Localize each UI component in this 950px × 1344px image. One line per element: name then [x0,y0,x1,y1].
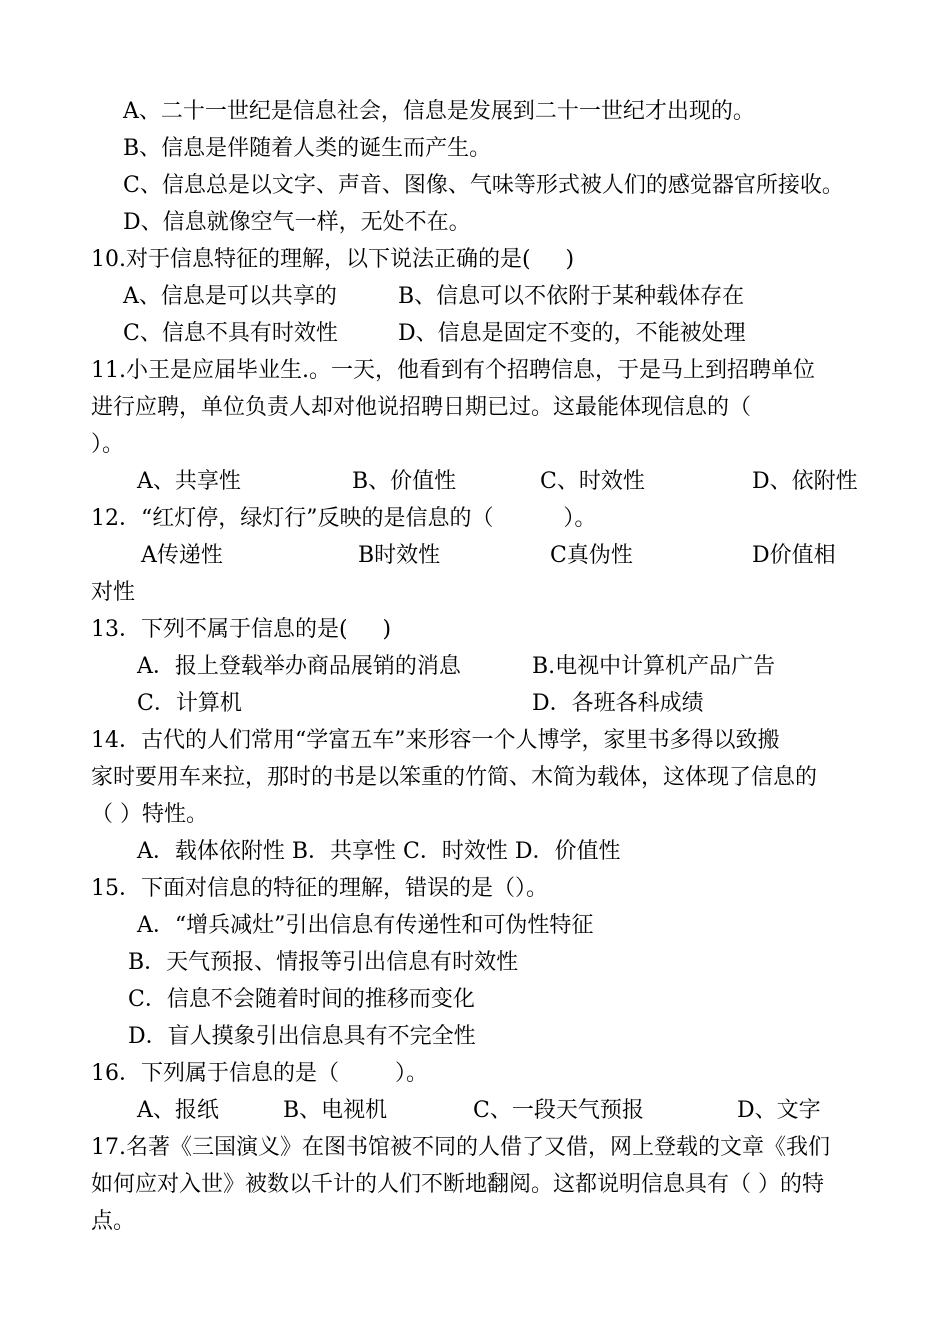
q11-option-c: C、时效性 [540,469,645,494]
q12-option-d: D价值相 [752,543,836,568]
q9-option-d: D、信息就像空气一样，无处不在。 [123,210,471,235]
q16-option-d: D、文字 [737,1098,821,1123]
q17-stem-line-1: 17.名著《三国演义》在图书馆被不同的人借了又借，网上登载的文章《我们 [91,1135,830,1160]
q14-stem-line-1: 14．古代的人们常用“学富五车”来形容一个人博学，家里书多得以致搬 [91,728,780,753]
q12-option-a: A传递性 [141,543,223,568]
q16-option-b: B、电视机 [283,1098,388,1123]
q17-stem-line-2: 如何应对入世》被数以千计的人们不断地翻阅。这都说明信息具有（ ）的特 [91,1172,824,1197]
q13-stem: 13．下列不属于信息的是( ) [91,617,392,642]
q15-option-c: C．信息不会随着时间的推移而变化 [128,987,475,1012]
q17-stem-line-3: 点。 [91,1209,136,1234]
q15-option-a: A．“增兵减灶”引出信息有传递性和可伪性特征 [137,913,594,938]
q10-option-b: B、信息可以不依附于某种载体存在 [398,284,745,309]
q16-stem: 16．下列属于信息的是（ ）。 [91,1061,428,1086]
q13-option-c: C．计算机 [137,691,242,716]
q10-option-d: D、信息是固定不变的，不能被处理 [398,321,746,346]
q11-option-d: D、依附性 [752,469,858,494]
q16-option-c: C、一段天气预报 [473,1098,644,1123]
q15-stem: 15．下面对信息的特征的理解，错误的是（）。 [91,876,548,901]
q10-option-c: C、信息不具有时效性 [123,321,338,346]
q11-stem-line-1: 11.小王是应届毕业生.。一天，他看到有个招聘信息，于是马上到招聘单位 [91,358,815,383]
q10-option-a: A、信息是可以共享的 [123,284,337,309]
q14-stem-line-2: 家时要用车来拉，那时的书是以笨重的竹简、木简为载体，这体现了信息的 [91,765,818,790]
q14-options: A．载体依附性 B．共享性 C．时效性 D．价值性 [137,839,621,864]
q13-option-d: D．各班各科成绩 [532,691,704,716]
q11-option-a: A、共享性 [137,469,241,494]
q14-stem-line-3: （ ）特性。 [91,802,208,827]
q13-option-a: A．报上登载举办商品展销的消息 [137,654,461,679]
q12-option-c: C真伪性 [550,543,633,568]
q13-option-b: B.电视中计算机产品广告 [532,654,776,679]
q15-option-b: B．天气预报、情报等引出信息有时效性 [128,950,519,975]
q9-option-b: B、信息是伴随着人类的诞生而产生。 [123,136,492,161]
q10-stem: 10.对于信息特征的理解，以下说法正确的是( ) [91,247,575,272]
q9-option-a: A、二十一世纪是信息社会，信息是发展到二十一世纪才出现的。 [123,99,755,124]
q12-option-d-wrap: 对性 [91,580,136,605]
q11-stem-line-2: 进行应聘，单位负责人却对他说招聘日期已过。这最能体现信息的（ [91,395,752,420]
q15-option-d: D．盲人摸象引出信息具有不完全性 [128,1024,476,1049]
q12-stem: 12．“红灯停，绿灯行”反映的是信息的（ ）。 [91,506,597,531]
q11-option-b: B、价值性 [352,469,457,494]
q11-stem-line-3: ）。 [91,432,125,457]
q9-option-c: C、信息总是以文字、声音、图像、气味等形式被人们的感觉器官所接收。 [123,173,844,198]
q16-option-a: A、报纸 [137,1098,219,1123]
q12-option-b: B时效性 [358,543,441,568]
